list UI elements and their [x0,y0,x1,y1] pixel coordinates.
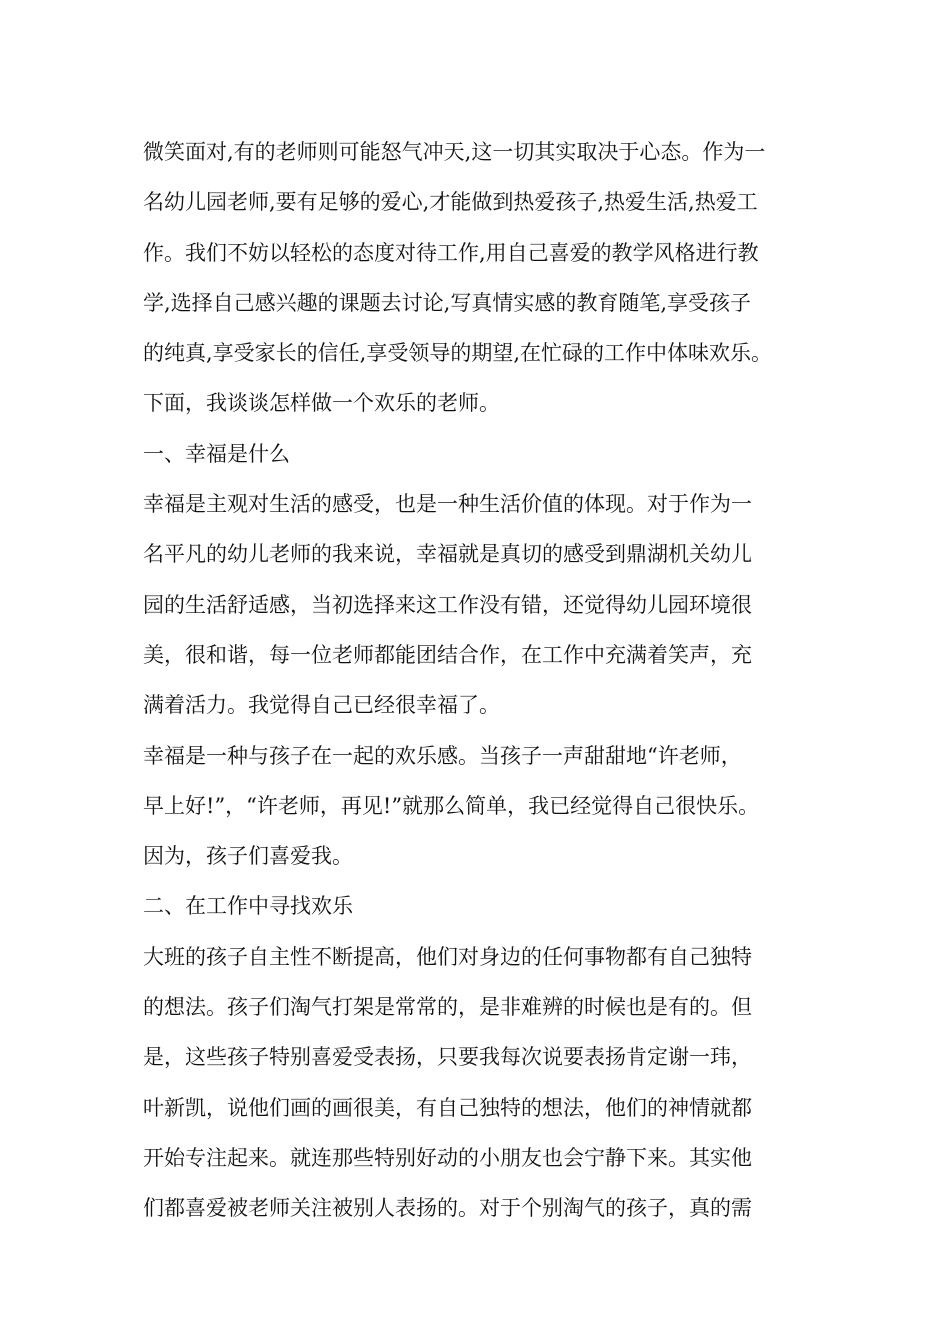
text-line: 大班的孩子自主性不断提高，他们对身边的任何事物都有自己独特 [143,944,752,969]
text-line: 名平凡的幼儿老师的我来说，幸福就是真切的感受到鼎湖机关幼儿 [143,542,752,567]
text-line: 的想法。孩子们淘气打架是常常的，是非难辨的时候也是有的。但 [143,995,752,1020]
text-line: 的纯真,享受家长的信任,享受领导的期望,在忙碌的工作中体味欢乐。 [143,341,773,366]
text-line: 满着活力。我觉得自己已经很幸福了。 [143,693,500,718]
text-line: 幸福是主观对生活的感受，也是一种生活价值的体现。对于作为一 [143,492,752,517]
text-line: 下面，我谈谈怎样做一个欢乐的老师。 [143,391,500,416]
text-line: 叶新凯，说他们画的画很美，有自己独特的想法，他们的神情就都 [143,1095,752,1120]
section-heading: 二、在工作中寻找欢乐 [143,894,353,919]
text-line: 名幼儿园老师,要有足够的爱心,才能做到热爱孩子,热爱生活,热爱工 [143,190,758,215]
text-line: 园的生活舒适感，当初选择来这工作没有错，还觉得幼儿园环境很 [143,592,752,617]
text-line: 因为，孩子们喜爱我。 [143,844,353,869]
text-line: 学,选择自己感兴趣的课题去讨论,写真情实感的教育随笔,享受孩子 [143,290,752,315]
text-line: 美，很和谐，每一位老师都能团结合作，在工作中充满着笑声，充 [143,642,752,667]
text-line: 作。我们不妨以轻松的态度对待工作,用自己喜爱的教学风格进行教 [143,240,759,265]
text-line: 幸福是一种与孩子在一起的欢乐感。当孩子一声甜甜地“许老师， [143,743,742,768]
text-line: 们都喜爱被老师关注被别人表扬的。对于个别淘气的孩子，真的需 [143,1196,752,1221]
text-line: 微笑面对,有的老师则可能怒气冲天,这一切其实取决于心态。作为一 [143,140,766,164]
text-line: 开始专注起来。就连那些特别好动的小朋友也会宁静下来。其实他 [143,1145,752,1170]
text-line: 是，这些孩子特别喜爱受表扬，只要我每次说要表扬肯定谢一玮， [143,1045,752,1070]
text-line: 早上好!”，“许老师，再见!”就那么简单，我已经觉得自己很快乐。 [143,793,760,818]
body-text [143,127,813,1234]
section-heading: 一、幸福是什么 [143,441,290,466]
